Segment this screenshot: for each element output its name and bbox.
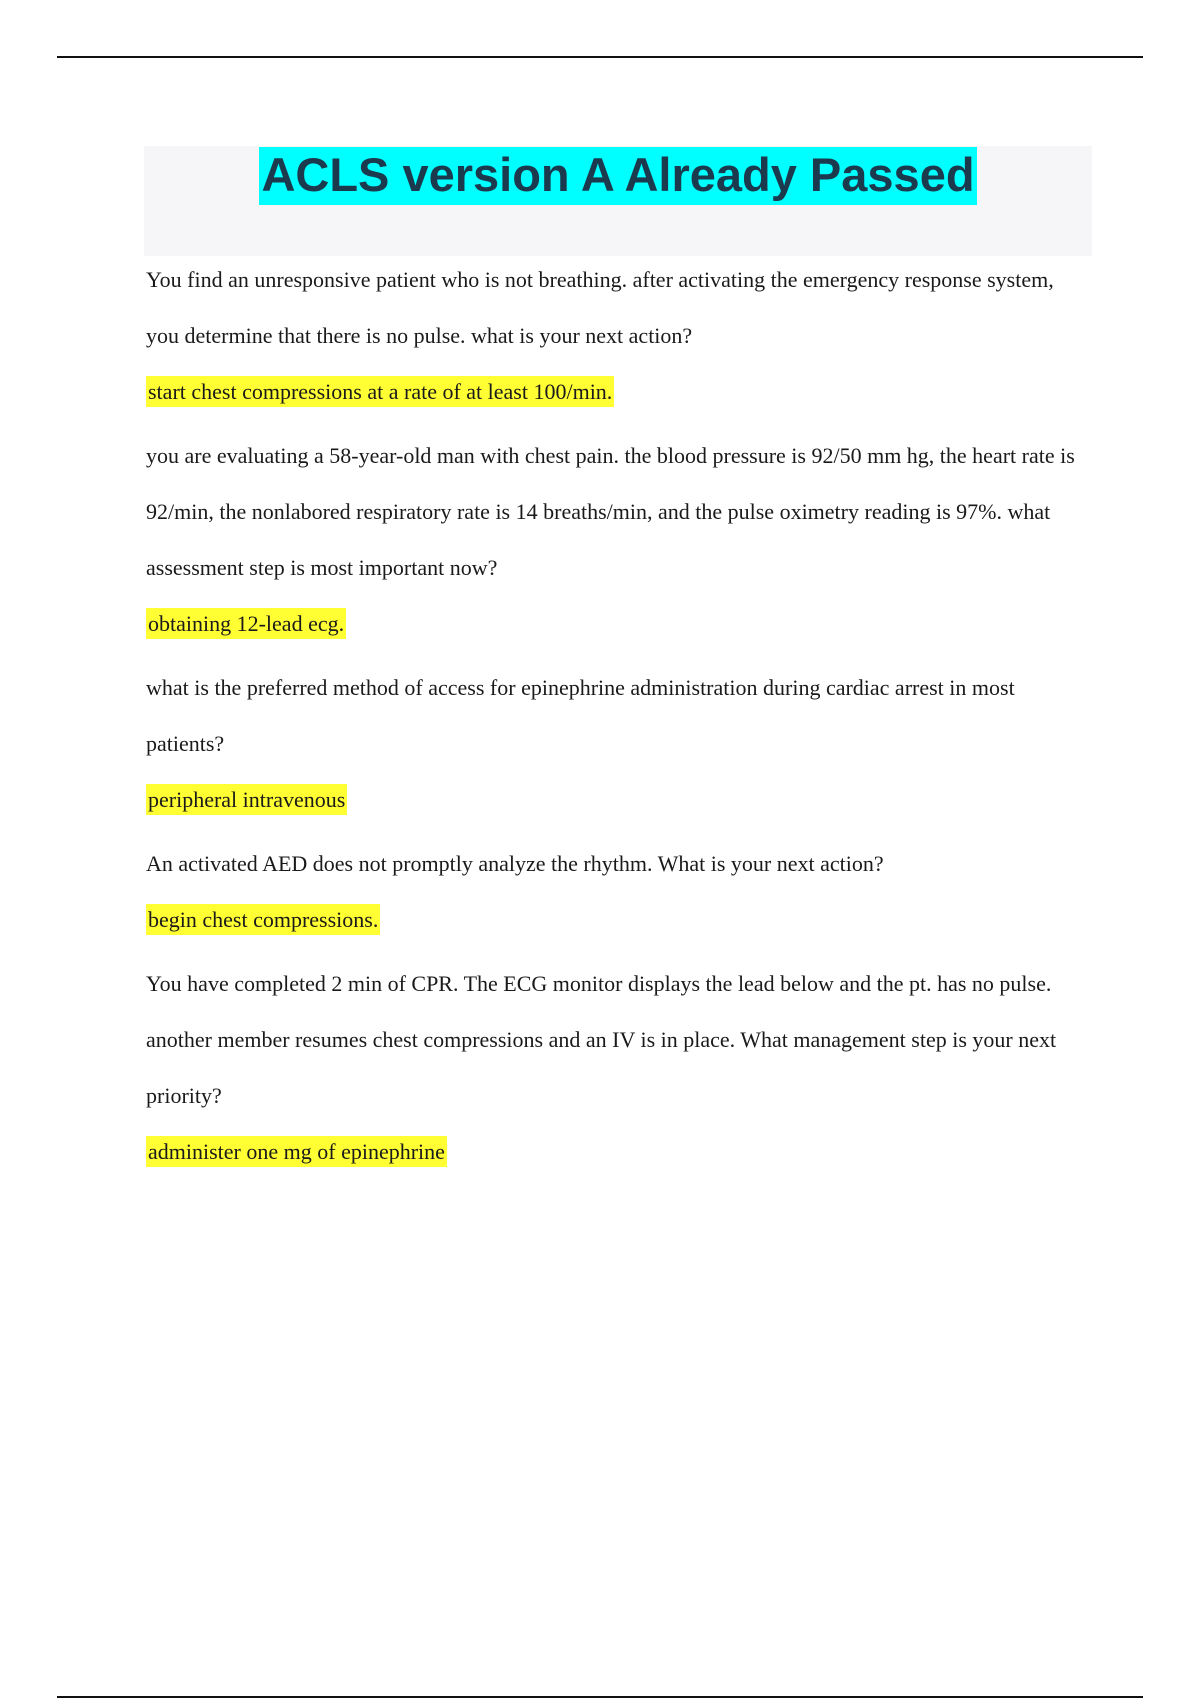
answer-text: administer one mg of epinephrine [146, 1136, 447, 1167]
answer-text: obtaining 12-lead ecg. [146, 608, 346, 639]
answer-text: peripheral intravenous [146, 784, 347, 815]
question-text: what is the preferred method of access for epinephrine administration during cardiac arrest in most patients? [146, 675, 1015, 756]
document-body [146, 252, 1091, 1188]
question-text: You have completed 2 min of CPR. The ECG monitor displays the lead below and the pt. has no pulse. another member resumes chest compressions and an IV is in place. What management step is your next priority? [146, 971, 1057, 1108]
answer-line [146, 1134, 1091, 1170]
answer-line [146, 902, 1091, 938]
answer-text: begin chest compressions. [146, 904, 380, 935]
document-title: ACLS version A Already Passed [259, 147, 976, 205]
answer-line [146, 606, 1091, 642]
header-rule [57, 56, 1143, 58]
answer-line [146, 782, 1091, 818]
question-text: You find an unresponsive patient who is not breathing. after activating the emergency response system, you determine that there is no pulse. what is your next action? [146, 267, 1054, 348]
question-text: An activated AED does not promptly analyze the rhythm. What is your next action? [146, 851, 884, 876]
answer-line [146, 374, 1091, 410]
title-band [144, 146, 1092, 256]
question-text: you are evaluating a 58-year-old man with chest pain. the blood pressure is 92/50 mm hg, the heart rate is 92/min, the nonlabored respiratory rate is 14 breaths/min, and the pulse oximetry reading is 97%. what assessment step is most important now? [146, 443, 1075, 580]
footer-rule [57, 1696, 1143, 1698]
answer-text: start chest compressions at a rate of at least 100/min. [146, 376, 614, 407]
